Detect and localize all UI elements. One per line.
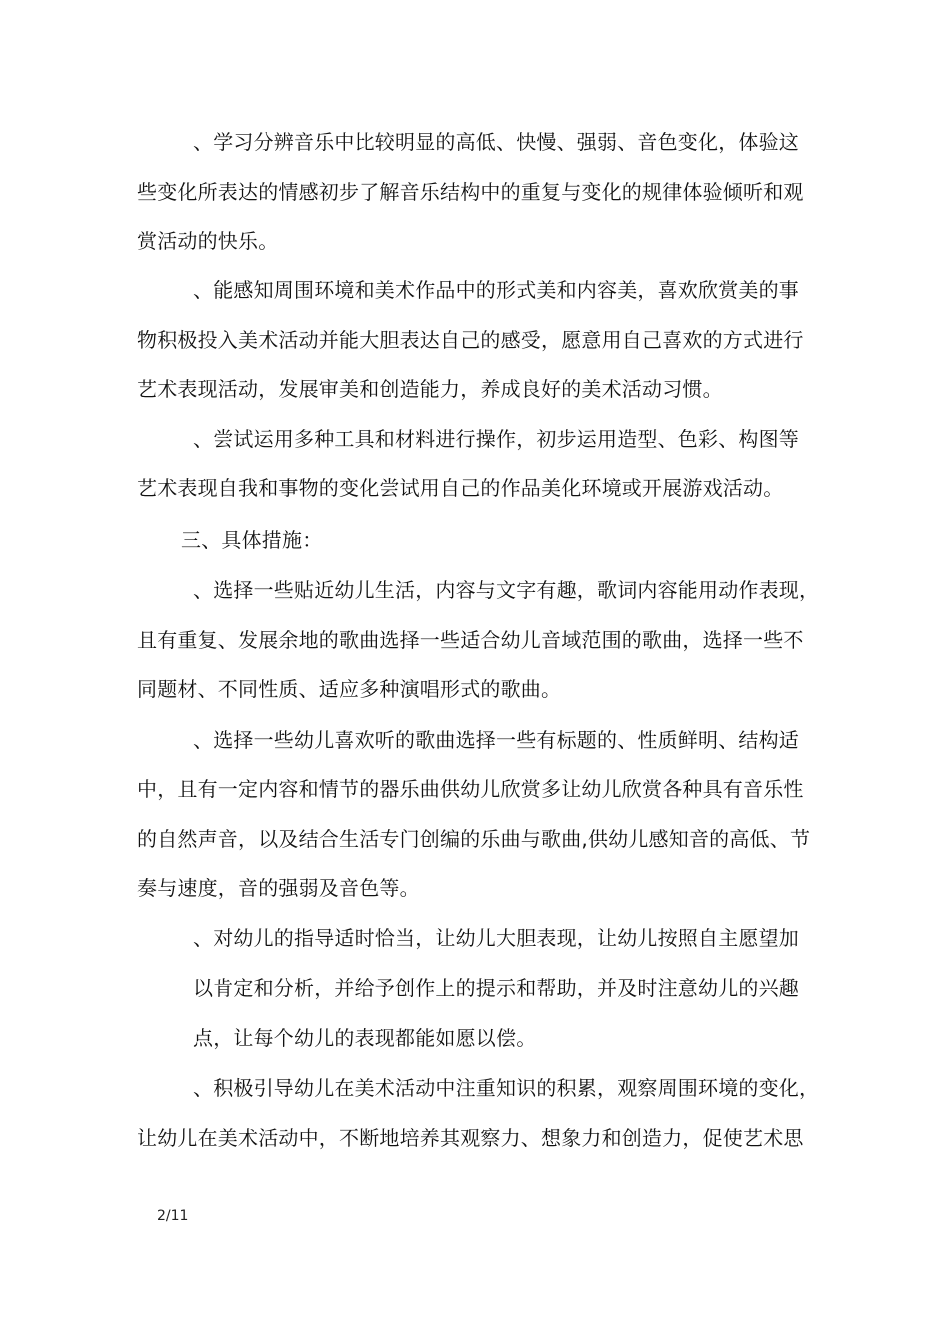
text-line: 、选择一些贴近幼儿生活，内容与文字有趣，歌词内容能用动作表现， [193,578,820,602]
text-line: 让幼儿在美术活动中，不断地培养其观察力、想象力和创造力，促使艺术思 [137,1126,804,1150]
text-line: 以肯定和分析，并给予创作上的提示和帮助，并及时注意幼儿的兴趣 [193,976,799,1000]
page-number: 2/11 [157,1208,189,1224]
text-line: 、积极引导幼儿在美术活动中注重知识的积累，观察周围环境的变化， [193,1076,820,1100]
text-line: 中，且有一定内容和情节的器乐曲供幼儿欣赏多让幼儿欣赏各种具有音乐性 [137,777,804,801]
text-line: 点，让每个幼儿的表现都能如愿以偿。 [193,1026,537,1050]
text-line: 艺术表现自我和事物的变化尝试用自己的作品美化环境或开展游戏活动。 [137,476,784,500]
text-line: 、学习分辨音乐中比较明显的高低、快慢、强弱、音色变化，体验这 [193,130,799,154]
text-line: 且有重复、发展余地的歌曲选择一些适合幼儿音域范围的歌曲，选择一些不 [137,628,804,652]
text-line: 、尝试运用多种工具和材料进行操作，初步运用造型、色彩、构图等 [193,427,799,451]
text-line: 奏与速度，音的强弱及音色等。 [137,876,420,900]
text-line: 赏活动的快乐。 [137,229,279,253]
section-heading: 三、具体措施： [181,528,323,552]
text-line: 艺术表现活动，发展审美和创造能力，养成良好的美术活动习惯。 [137,377,723,401]
text-line: 同题材、不同性质、适应多种演唱形式的歌曲。 [137,677,562,701]
text-line: 、能感知周围环境和美术作品中的形式美和内容美，喜欢欣赏美的事 [193,278,799,302]
text-line: 些变化所表达的情感初步了解音乐结构中的重复与变化的规律体验倾听和观 [137,180,804,204]
text-line: 、选择一些幼儿喜欢听的歌曲选择一些有标题的、性质鲜明、结构适 [193,728,799,752]
text-line: 物积极投入美术活动并能大胆表达自己的感受，愿意用自己喜欢的方式进行 [137,328,804,352]
text-line: 的自然声音，以及结合生活专门创编的乐曲与歌曲,供幼儿感知音的高低、节 [137,827,811,851]
text-line: 、对幼儿的指导适时恰当，让幼儿大胆表现，让幼儿按照自主愿望加 [193,926,799,950]
